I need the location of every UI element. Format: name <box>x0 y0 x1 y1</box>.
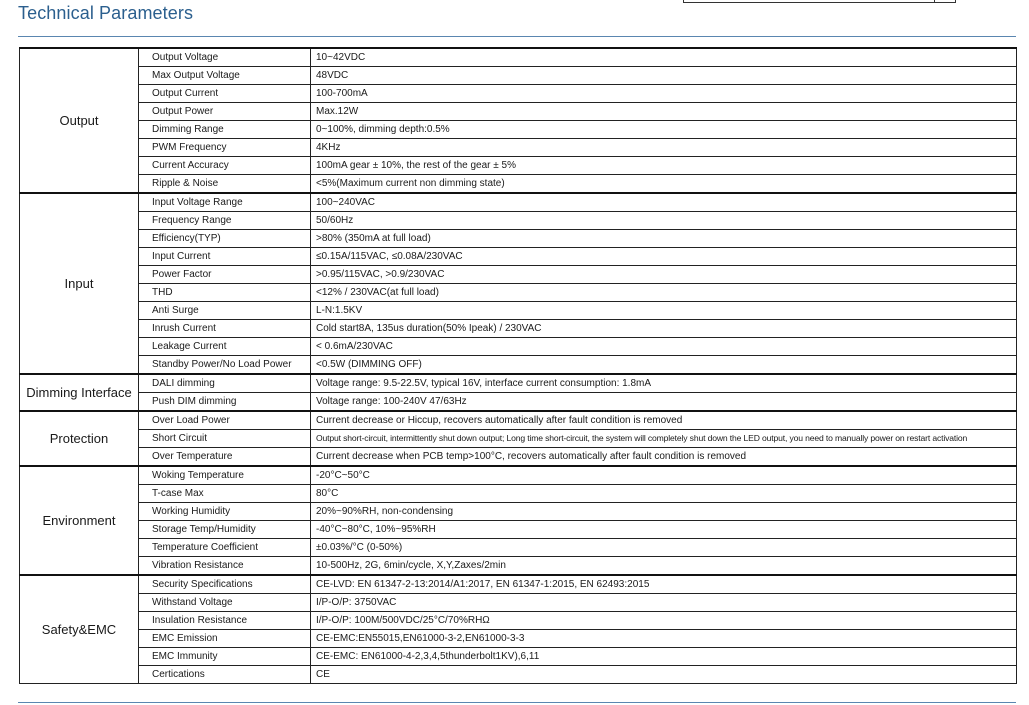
parameter-name: Inrush Current <box>139 320 311 338</box>
table-row <box>20 230 1017 248</box>
group-label: Safety&EMC <box>20 575 139 684</box>
parameter-name: Max Output Voltage <box>139 67 311 85</box>
table-row <box>20 121 1017 139</box>
parameter-value: < 0.6mA/230VAC <box>311 338 1017 356</box>
parameter-name: EMC Emission <box>139 630 311 648</box>
parameter-value: >0.95/115VAC, >0.9/230VAC <box>311 266 1017 284</box>
table-row <box>20 666 1017 684</box>
table-row <box>20 594 1017 612</box>
parameter-value: CE <box>311 666 1017 684</box>
parameters-table-body <box>20 48 1017 684</box>
title-underline <box>18 36 1016 37</box>
parameter-name: Woking Temperature <box>139 466 311 485</box>
parameter-value: CE-LVD: EN 61347-2-13:2014/A1:2017, EN 61347-1:2015, EN 62493:2015 <box>311 575 1017 594</box>
table-row <box>20 284 1017 302</box>
header-box <box>683 0 956 3</box>
parameter-value: Output short-circuit, intermittently shut down output; Long time short-circuit, the system will completely shut down the LED output, you need to manually power on restart activation <box>311 430 1017 448</box>
parameter-name: Output Current <box>139 85 311 103</box>
table-row <box>20 411 1017 430</box>
table-row <box>20 393 1017 412</box>
parameter-name: Output Voltage <box>139 48 311 67</box>
table-row <box>20 648 1017 666</box>
group-label: Output <box>20 48 139 193</box>
parameter-name: DALI dimming <box>139 374 311 393</box>
parameter-value: 48VDC <box>311 67 1017 85</box>
table-row <box>20 103 1017 121</box>
table-row <box>20 48 1017 67</box>
parameter-value: 0~100%, dimming depth:0.5% <box>311 121 1017 139</box>
parameter-value: -20°C~50°C <box>311 466 1017 485</box>
group-label: Protection <box>20 411 139 466</box>
parameter-value: L-N:1.5KV <box>311 302 1017 320</box>
parameters-table <box>19 47 1017 684</box>
parameter-name: Input Voltage Range <box>139 193 311 212</box>
table-row <box>20 67 1017 85</box>
table-row <box>20 521 1017 539</box>
parameter-name: THD <box>139 284 311 302</box>
table-row <box>20 612 1017 630</box>
table-row <box>20 466 1017 485</box>
parameter-value: CE-EMC: EN61000-4-2,3,4,5thunderbolt1KV),6,11 <box>311 648 1017 666</box>
parameter-value: CE-EMC:EN55015,EN61000-3-2,EN61000-3-3 <box>311 630 1017 648</box>
parameter-value: 80°C <box>311 485 1017 503</box>
parameter-name: Over Load Power <box>139 411 311 430</box>
table-row <box>20 302 1017 320</box>
group-label: Input <box>20 193 139 374</box>
table-row <box>20 430 1017 448</box>
parameter-name: Power Factor <box>139 266 311 284</box>
parameter-name: Push DIM dimming <box>139 393 311 412</box>
parameter-value: Voltage range: 9.5-22.5V, typical 16V, interface current consumption: 1.8mA <box>311 374 1017 393</box>
table-row <box>20 175 1017 194</box>
parameter-name: Standby Power/No Load Power <box>139 356 311 375</box>
table-row <box>20 539 1017 557</box>
table-row <box>20 85 1017 103</box>
parameter-name: Insulation Resistance <box>139 612 311 630</box>
parameter-value: <5%(Maximum current non dimming state) <box>311 175 1017 194</box>
parameter-value: 50/60Hz <box>311 212 1017 230</box>
parameter-name: Working Humidity <box>139 503 311 521</box>
parameter-value: ≤0.15A/115VAC, ≤0.08A/230VAC <box>311 248 1017 266</box>
parameter-name: Input Current <box>139 248 311 266</box>
parameter-value: 10~42VDC <box>311 48 1017 67</box>
group-label: Dimming Interface <box>20 374 139 411</box>
parameter-value: Current decrease or Hiccup, recovers automatically after fault condition is removed <box>311 411 1017 430</box>
parameter-name: Withstand Voltage <box>139 594 311 612</box>
parameter-name: Output Power <box>139 103 311 121</box>
parameter-name: Certications <box>139 666 311 684</box>
parameter-value: -40°C~80°C, 10%~95%RH <box>311 521 1017 539</box>
parameter-value: <12% / 230VAC(at full load) <box>311 284 1017 302</box>
parameter-name: Over Temperature <box>139 448 311 467</box>
bottom-rule <box>18 702 1016 703</box>
parameter-value: Cold start8A, 135us duration(50% Ipeak) / 230VAC <box>311 320 1017 338</box>
parameter-name: EMC Immunity <box>139 648 311 666</box>
parameter-value: <0.5W (DIMMING OFF) <box>311 356 1017 375</box>
group-label: Environment <box>20 466 139 575</box>
parameter-value: 20%~90%RH, non-condensing <box>311 503 1017 521</box>
parameter-value: 100-700mA <box>311 85 1017 103</box>
parameter-name: Leakage Current <box>139 338 311 356</box>
parameter-name: Current Accuracy <box>139 157 311 175</box>
parameter-value: >80% (350mA at full load) <box>311 230 1017 248</box>
parameter-name: Security Specifications <box>139 575 311 594</box>
table-row <box>20 157 1017 175</box>
parameter-name: Temperature Coefficient <box>139 539 311 557</box>
table-row <box>20 630 1017 648</box>
parameter-name: Ripple & Noise <box>139 175 311 194</box>
table-row <box>20 485 1017 503</box>
parameter-name: Vibration Resistance <box>139 557 311 576</box>
parameter-name: Efficiency(TYP) <box>139 230 311 248</box>
parameter-name: Short Circuit <box>139 430 311 448</box>
parameter-name: Anti Surge <box>139 302 311 320</box>
parameter-value: Voltage range: 100-240V 47/63Hz <box>311 393 1017 412</box>
parameter-name: Dimming Range <box>139 121 311 139</box>
table-row <box>20 212 1017 230</box>
table-row <box>20 575 1017 594</box>
table-row <box>20 193 1017 212</box>
header-box-divider <box>934 0 935 2</box>
parameter-value: I/P-O/P: 100M/500VDC/25°C/70%RHΩ <box>311 612 1017 630</box>
parameter-value: 100~240VAC <box>311 193 1017 212</box>
parameter-name: T-case Max <box>139 485 311 503</box>
parameter-value: 100mA gear ± 10%, the rest of the gear ± 5% <box>311 157 1017 175</box>
page-title: Technical Parameters <box>18 3 194 23</box>
table-row <box>20 374 1017 393</box>
table-row <box>20 503 1017 521</box>
parameter-name: Frequency Range <box>139 212 311 230</box>
parameter-value: 10-500Hz, 2G, 6min/cycle, X,Y,Zaxes/2min <box>311 557 1017 576</box>
parameter-value: 4KHz <box>311 139 1017 157</box>
table-row <box>20 320 1017 338</box>
table-row <box>20 248 1017 266</box>
table-row <box>20 338 1017 356</box>
parameter-value: Max.12W <box>311 103 1017 121</box>
table-row <box>20 557 1017 576</box>
parameter-name: PWM Frequency <box>139 139 311 157</box>
table-row <box>20 448 1017 467</box>
parameter-value: I/P-O/P: 3750VAC <box>311 594 1017 612</box>
table-row <box>20 266 1017 284</box>
table-row <box>20 356 1017 375</box>
parameter-value: ±0.03%/°C (0-50%) <box>311 539 1017 557</box>
table-row <box>20 139 1017 157</box>
parameter-value: Current decrease when PCB temp>100°C, recovers automatically after fault condition is removed <box>311 448 1017 467</box>
parameter-name: Storage Temp/Humidity <box>139 521 311 539</box>
